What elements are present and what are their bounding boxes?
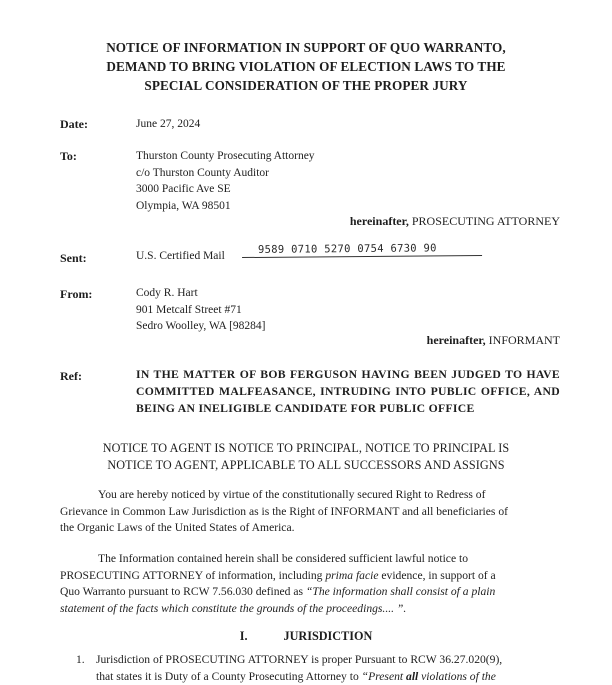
para2-line-2: PROSECUTING ATTORNEY of information, including prima facie evidence, in support of a: [60, 568, 496, 582]
to-line-4: Olympia, WA 98501: [136, 199, 231, 212]
title-line-3: SPECIAL CONSIDERATION OF THE PROPER JURY: [144, 78, 468, 93]
item-number: 1.: [76, 653, 85, 666]
list-item: [76, 652, 566, 685]
section-title: JURISDICTION: [283, 629, 373, 643]
section-number: I.: [239, 629, 248, 643]
sent-label: Sent:: [60, 251, 87, 265]
to-line-3: 3000 Pacific Ave SE: [136, 183, 231, 195]
para1-line-2: Grievance in Common Law Jurisdiction as is the Right of INFORMANT and all beneficiaries of: [60, 504, 508, 518]
para2-line-3: Quo Warranto pursuant to RCW 7.56.030 defined as “The information shall consist of a plain: [60, 585, 496, 599]
prosecuting-attorney-label: PROSECUTING ATTORNEY: [411, 214, 560, 228]
sent-method: U.S. Certified Mail: [136, 250, 225, 262]
paragraph-redress: [60, 487, 560, 537]
from-address: [136, 285, 266, 335]
date-value: June 27, 2024: [136, 118, 201, 130]
item1-line-2: that states it is Duty of a County Prosecuting Attorney to “Present all violations of the: [96, 669, 496, 683]
to-line-1: Thurston County Prosecuting Attorney: [136, 150, 315, 162]
para1-line-1: You are hereby noticed by virtue of the constitutionally secured Right to Redress of: [98, 488, 486, 501]
ref-text: IN THE MATTER OF BOB FERGUSON HAVING BEEN JUDGED TO HAVE COMMITTED MALFEASANCE, INTRUDING INTO PUBLIC OFFICE, AND BEING AN INELIGIBLE CANDIDATE FOR PUBLIC OFFICE: [136, 368, 560, 415]
from-designation: [427, 333, 560, 348]
from-line-2: 901 Metcalf Street #71: [136, 303, 242, 316]
item1-line-1: Jurisdiction of PROSECUTING ATTORNEY is proper Pursuant to RCW 36.27.020(9),: [96, 653, 503, 666]
date-label: Date:: [60, 117, 88, 131]
to-address: [136, 148, 315, 214]
from-line-1: Cody R. Hart: [136, 287, 198, 299]
to-designation: [350, 214, 560, 229]
from-label: From:: [60, 287, 93, 301]
hereinafter-label-2: hereinafter,: [426, 333, 486, 347]
document-title: [40, 38, 572, 95]
ref-label: Ref:: [60, 369, 82, 383]
to-line-2: c/o Thurston County Auditor: [136, 166, 269, 179]
hereinafter-label: hereinafter,: [349, 214, 409, 228]
notice-line-2: NOTICE TO AGENT, APPLICABLE TO ALL SUCCESSORS AND ASSIGNS: [107, 458, 505, 472]
informant-label: INFORMANT: [488, 333, 560, 347]
notice-line-1: NOTICE TO AGENT IS NOTICE TO PRINCIPAL, NOTICE TO PRINCIPAL IS: [102, 441, 510, 455]
para1-line-3: the Organic Laws of the United States of America.: [60, 521, 295, 535]
section-heading-jurisdiction: [60, 629, 552, 644]
to-label: To:: [60, 149, 77, 163]
from-line-3: Sedro Woolley, WA [98284]: [136, 320, 266, 332]
title-line-2: DEMAND TO BRING VIOLATION OF ELECTION LAWS TO THE: [106, 59, 506, 74]
paragraph-information: [60, 551, 560, 617]
tracking-number: 9589 0710 5270 0754 6730 90: [242, 242, 482, 258]
notice-heading: [60, 440, 552, 474]
title-line-1: NOTICE OF INFORMATION IN SUPPORT OF QUO WARRANTO,: [106, 40, 506, 55]
para2-line-4: statement of the facts which constitute the grounds of the proceedings.... ”.: [60, 601, 407, 615]
para2-line-1: The Information contained herein shall be considered sufficient lawful notice to: [98, 552, 469, 565]
